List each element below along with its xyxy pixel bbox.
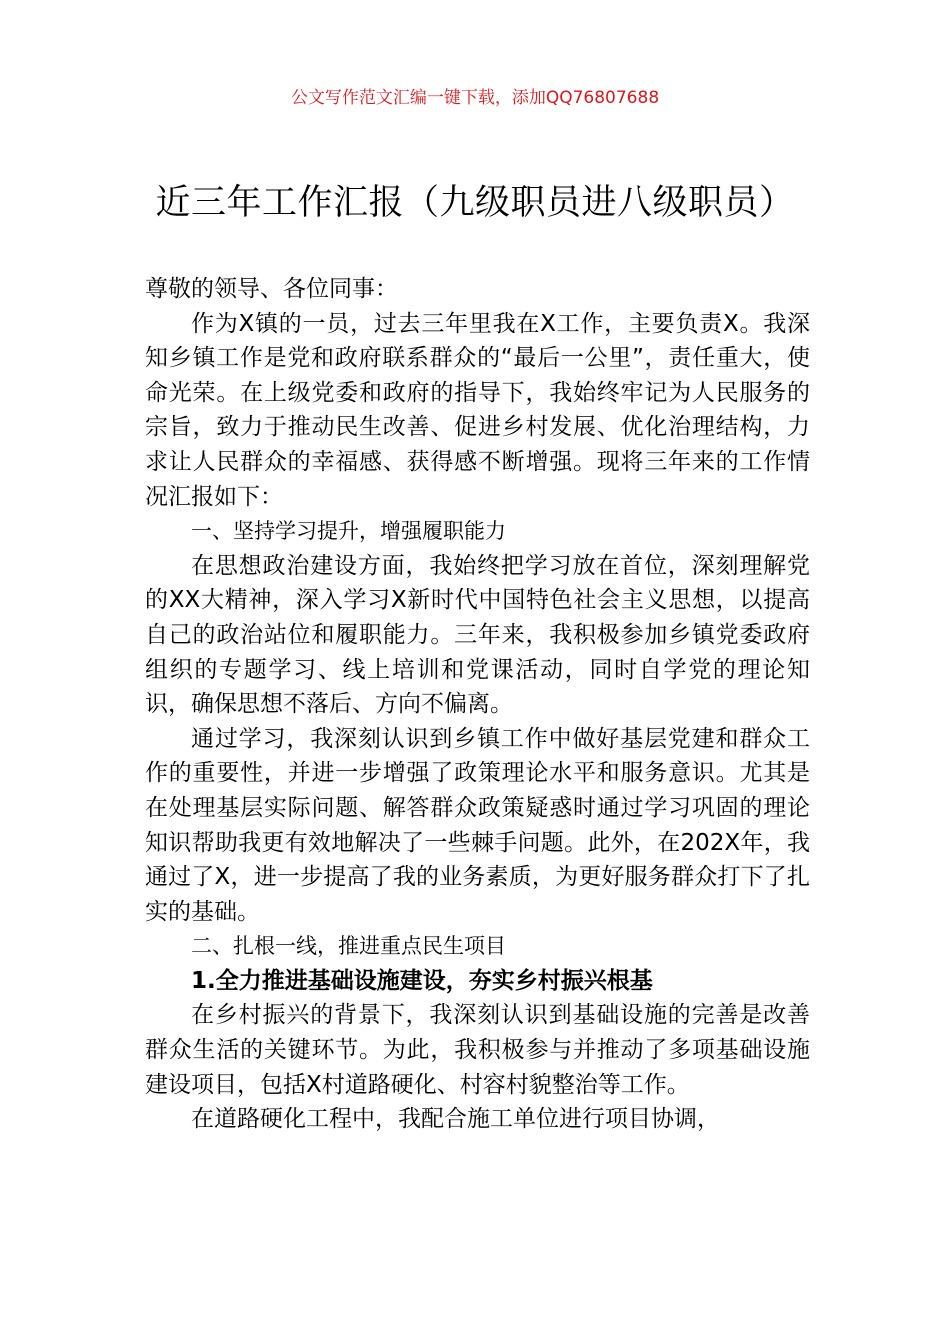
section-2-heading: 二、扎根一线，推进重点民生项目 xyxy=(191,934,506,959)
section-1-paragraph-1: 在思想政治建设方面，我始终把学习放在首位，深刻理解党的XX大精神，深入学习X新时代中国特色社会主义思想，以提高自己的政治站位和履职能力。三年来，我积极参加乡镇党委政府组织的专题学习、线上培训和党课活动，同时自学党的理论知识，确保思想不落后、方向不偏离。 xyxy=(145,552,810,718)
section-2-subheading: 1.全力推进基础设施建设，夯实乡村振兴根基 xyxy=(191,967,653,994)
intro-paragraph: 作为X镇的一员，过去三年里我在X工作，主要负责X。我深知乡镇工作是党和政府联系群众的“最后一公里”，责任重大，使命光荣。在上级党委和政府的指导下，我始终牢记为人民服务的宗旨，致力于推动民生改善、促进乡村发展、优化治理结构，力求让人民群众的幸福感、获得感不断增强。现将三年来的工作情况汇报如下： xyxy=(145,310,810,510)
salutation: 尊敬的领导、各位同事： xyxy=(145,276,398,302)
section-2-paragraph-1: 在乡村振兴的背景下，我深刻认识到基础设施的完善是改善群众生活的关键环节。为此，我积极参与并推动了多项基础设施建设项目，包括X村道路硬化、村容村貌整治等工作。 xyxy=(145,1002,810,1098)
document-title: 近三年工作汇报（九级职员进八级职员） xyxy=(155,183,795,223)
document-body xyxy=(145,272,810,1137)
section-1-heading: 一、坚持学习提升，增强履职能力 xyxy=(191,519,506,544)
section-2-paragraph-2: 在道路硬化工程中，我配合施工单位进行项目协调， xyxy=(191,1106,720,1133)
section-1-paragraph-2: 通过学习，我深刻认识到乡镇工作中做好基层党建和群众工作的重要性，并进一步增强了政策理论水平和服务意识。尤其是在处理基层实际问题、解答群众政策疑惑时通过学习巩固的理论知识帮助我更有效地解决了一些棘手问题。此外，在202X年，我通过了X，进一步提高了我的业务素质，为更好服务群众打下了扎实的基础。 xyxy=(145,725,810,925)
download-banner: 公文写作范文汇编一键下载，添加QQ76807688 xyxy=(290,88,660,108)
